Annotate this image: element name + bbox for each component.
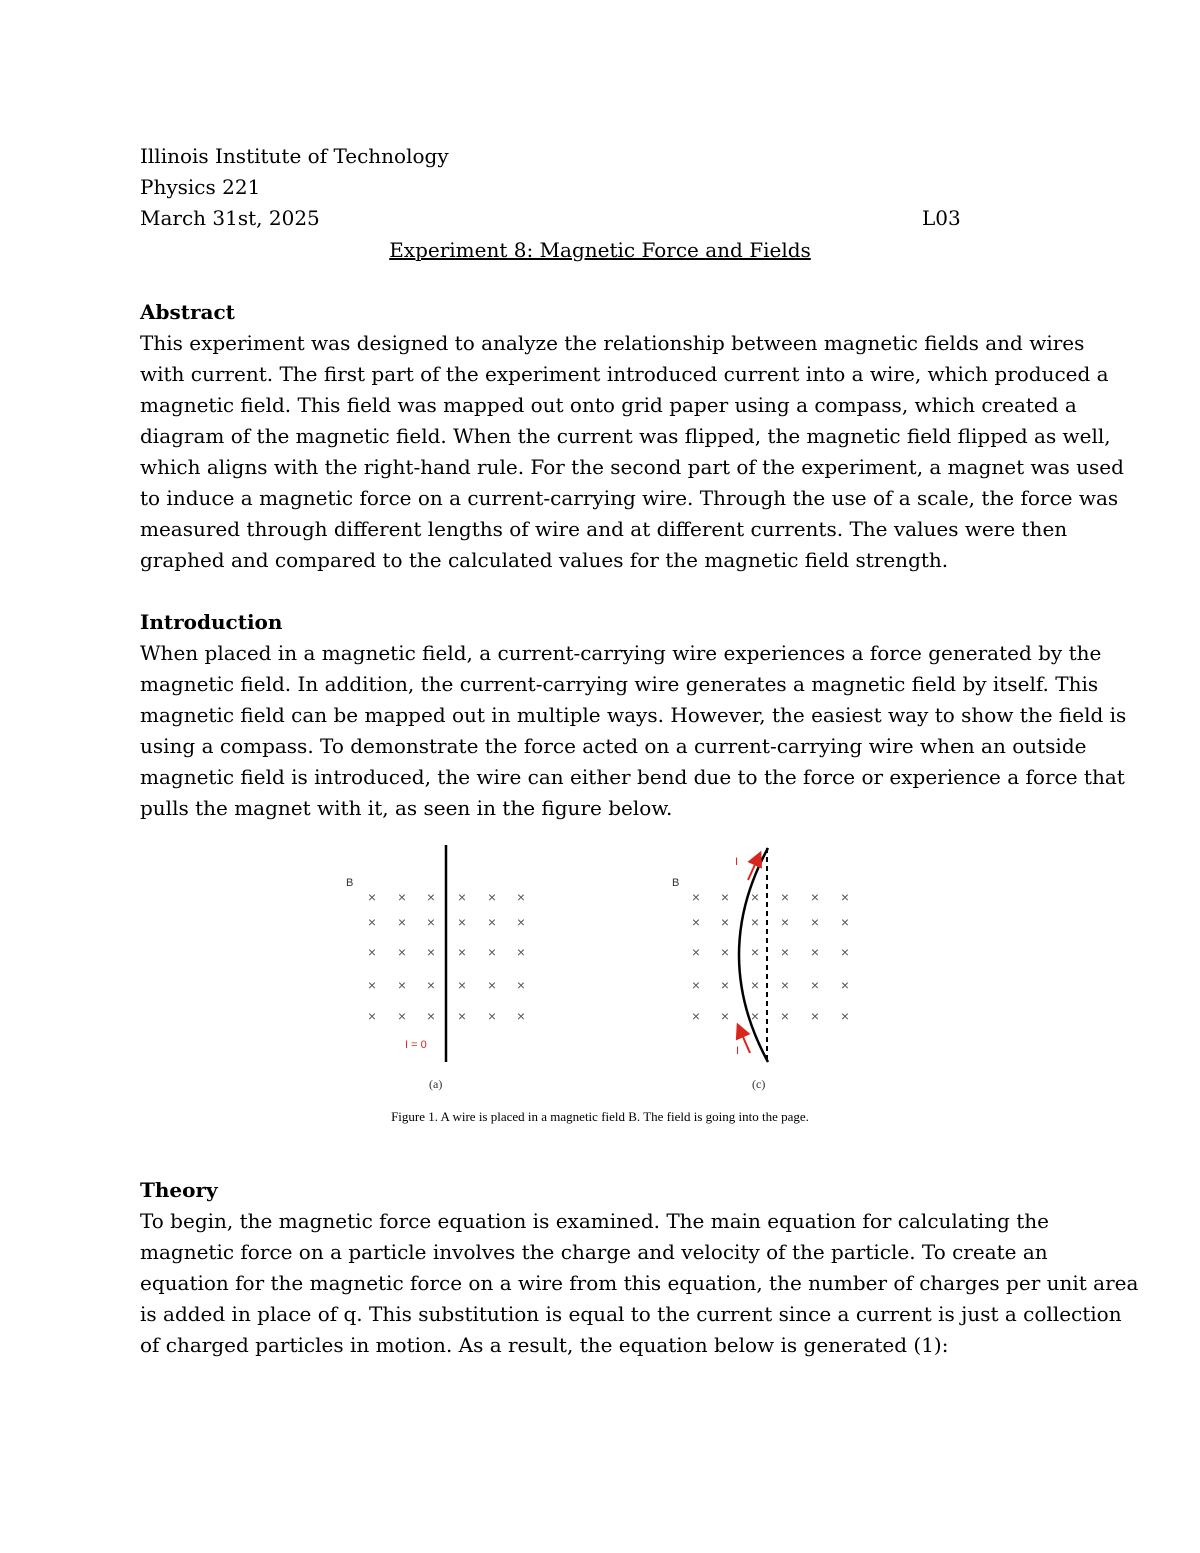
abstract-body <box>140 328 1124 576</box>
right-field-label: B <box>672 877 680 889</box>
zero-current-label: I = 0 <box>405 1039 427 1051</box>
field-cross-mark: × <box>397 1008 407 1024</box>
field-cross-mark: × <box>487 914 497 930</box>
abstract-heading: Abstract <box>140 300 235 324</box>
report-title <box>0 235 1200 266</box>
field-cross-mark: × <box>750 1008 760 1024</box>
field-cross-mark: × <box>516 1008 526 1024</box>
abstract-line: with current. The first part of the experiment introduced current into a wire, which produced a <box>140 362 1109 386</box>
subfigure-a-label: (a) <box>429 1077 443 1091</box>
introduction-line: magnetic field can be mapped out in multiple ways. However, the easiest way to show the field is <box>140 703 1127 727</box>
field-cross-mark: × <box>810 1008 820 1024</box>
field-cross-mark: × <box>840 914 850 930</box>
field-cross-mark: × <box>720 1008 730 1024</box>
field-cross-mark: × <box>780 977 790 993</box>
field-cross-mark: × <box>367 944 377 960</box>
theory-heading: Theory <box>140 1178 218 1202</box>
field-cross-mark: × <box>750 889 760 905</box>
field-cross-mark: × <box>367 914 377 930</box>
magnetic-field-figure <box>330 840 870 1100</box>
left-field-label: B <box>346 877 354 889</box>
institution-name: Illinois Institute of Technology <box>140 144 449 168</box>
figure-caption: Figure 1. A wire is placed in a magnetic field B. The field is going into the page. <box>391 1109 809 1124</box>
field-cross-mark: × <box>516 889 526 905</box>
field-cross-mark: × <box>691 1008 701 1024</box>
field-cross-mark: × <box>397 889 407 905</box>
abstract-line: This experiment was designed to analyze the relationship between magnetic fields and wires <box>140 331 1085 355</box>
field-cross-mark: × <box>516 944 526 960</box>
field-cross-mark: × <box>691 977 701 993</box>
field-cross-mark: × <box>840 1008 850 1024</box>
field-cross-mark: × <box>780 1008 790 1024</box>
field-cross-mark: × <box>810 977 820 993</box>
field-cross-mark: × <box>367 977 377 993</box>
theory-line: of charged particles in motion. As a result, the equation below is generated (1): <box>140 1333 949 1357</box>
field-cross-mark: × <box>457 1008 467 1024</box>
theory-line: is added in place of q. This substitution is equal to the current since a current is just a collection <box>140 1302 1122 1326</box>
field-cross-mark: × <box>367 889 377 905</box>
current-label-top: I <box>735 856 739 868</box>
current-arrow-bottom <box>740 1030 750 1053</box>
field-cross-mark: × <box>457 977 467 993</box>
field-cross-mark: × <box>426 889 436 905</box>
introduction-heading: Introduction <box>140 610 283 634</box>
field-cross-mark: × <box>720 977 730 993</box>
field-cross-mark: × <box>397 914 407 930</box>
field-cross-mark: × <box>780 944 790 960</box>
field-cross-mark: × <box>750 977 760 993</box>
introduction-line: using a compass. To demonstrate the force acted on a current-carrying wire when an outside <box>140 734 1087 758</box>
introduction-line: pulls the magnet with it, as seen in the figure below. <box>140 796 673 820</box>
field-cross-mark: × <box>720 944 730 960</box>
field-cross-mark: × <box>426 914 436 930</box>
lab-section: L03 <box>922 206 961 230</box>
abstract-line: measured through different lengths of wire and at different currents. The values were then <box>140 517 1068 541</box>
field-cross-mark: × <box>516 914 526 930</box>
field-cross-mark: × <box>780 914 790 930</box>
field-cross-mark: × <box>810 944 820 960</box>
field-cross-mark: × <box>426 944 436 960</box>
field-cross-mark: × <box>720 889 730 905</box>
field-cross-mark: × <box>516 977 526 993</box>
current-label-bottom: I <box>736 1045 740 1057</box>
right-field-crosses <box>692 889 849 1024</box>
field-cross-mark: × <box>426 1008 436 1024</box>
field-cross-mark: × <box>840 977 850 993</box>
field-cross-mark: × <box>840 889 850 905</box>
introduction-line: magnetic field. In addition, the current-carrying wire generates a magnetic field by itself. This <box>140 672 1099 696</box>
field-cross-mark: × <box>367 1008 377 1024</box>
field-cross-mark: × <box>397 944 407 960</box>
theory-line: magnetic force on a particle involves the charge and velocity of the particle. To create an <box>140 1240 1048 1264</box>
field-cross-mark: × <box>810 889 820 905</box>
field-cross-mark: × <box>487 977 497 993</box>
field-cross-mark: × <box>720 914 730 930</box>
field-cross-mark: × <box>810 914 820 930</box>
field-cross-mark: × <box>487 1008 497 1024</box>
theory-line: To begin, the magnetic force equation is examined. The main equation for calculating the <box>140 1209 1049 1233</box>
course-name: Physics 221 <box>140 175 261 199</box>
field-cross-mark: × <box>487 944 497 960</box>
field-cross-mark: × <box>750 944 760 960</box>
field-cross-mark: × <box>487 889 497 905</box>
field-cross-mark: × <box>780 889 790 905</box>
field-cross-mark: × <box>457 944 467 960</box>
field-cross-mark: × <box>691 914 701 930</box>
field-cross-mark: × <box>457 914 467 930</box>
field-cross-mark: × <box>691 889 701 905</box>
field-cross-mark: × <box>457 889 467 905</box>
abstract-line: magnetic field. This field was mapped out onto grid paper using a compass, which created a <box>140 393 1077 417</box>
abstract-line: which aligns with the right-hand rule. For the second part of the experiment, a magnet was used <box>140 455 1124 479</box>
report-date: March 31st, 2025 <box>140 206 320 230</box>
field-cross-mark: × <box>426 977 436 993</box>
introduction-body <box>140 638 1127 824</box>
theory-line: equation for the magnetic force on a wire from this equation, the number of charges per unit area <box>140 1271 1139 1295</box>
report-title-text: Experiment 8: Magnetic Force and Fields <box>389 238 811 262</box>
field-cross-mark: × <box>750 914 760 930</box>
field-cross-mark: × <box>840 944 850 960</box>
introduction-line: When placed in a magnetic field, a current-carrying wire experiences a force generated by the <box>140 641 1102 665</box>
field-cross-mark: × <box>691 944 701 960</box>
subfigure-c-label: (c) <box>752 1077 766 1091</box>
abstract-line: graphed and compared to the calculated values for the magnetic field strength. <box>140 548 949 572</box>
introduction-line: magnetic field is introduced, the wire can either bend due to the force or experience a force that <box>140 765 1125 789</box>
abstract-line: diagram of the magnetic field. When the current was flipped, the magnetic field flipped as well, <box>140 424 1111 448</box>
theory-body <box>140 1206 1139 1361</box>
field-cross-mark: × <box>397 977 407 993</box>
abstract-line: to induce a magnetic force on a current-carrying wire. Through the use of a scale, the force was <box>140 486 1119 510</box>
